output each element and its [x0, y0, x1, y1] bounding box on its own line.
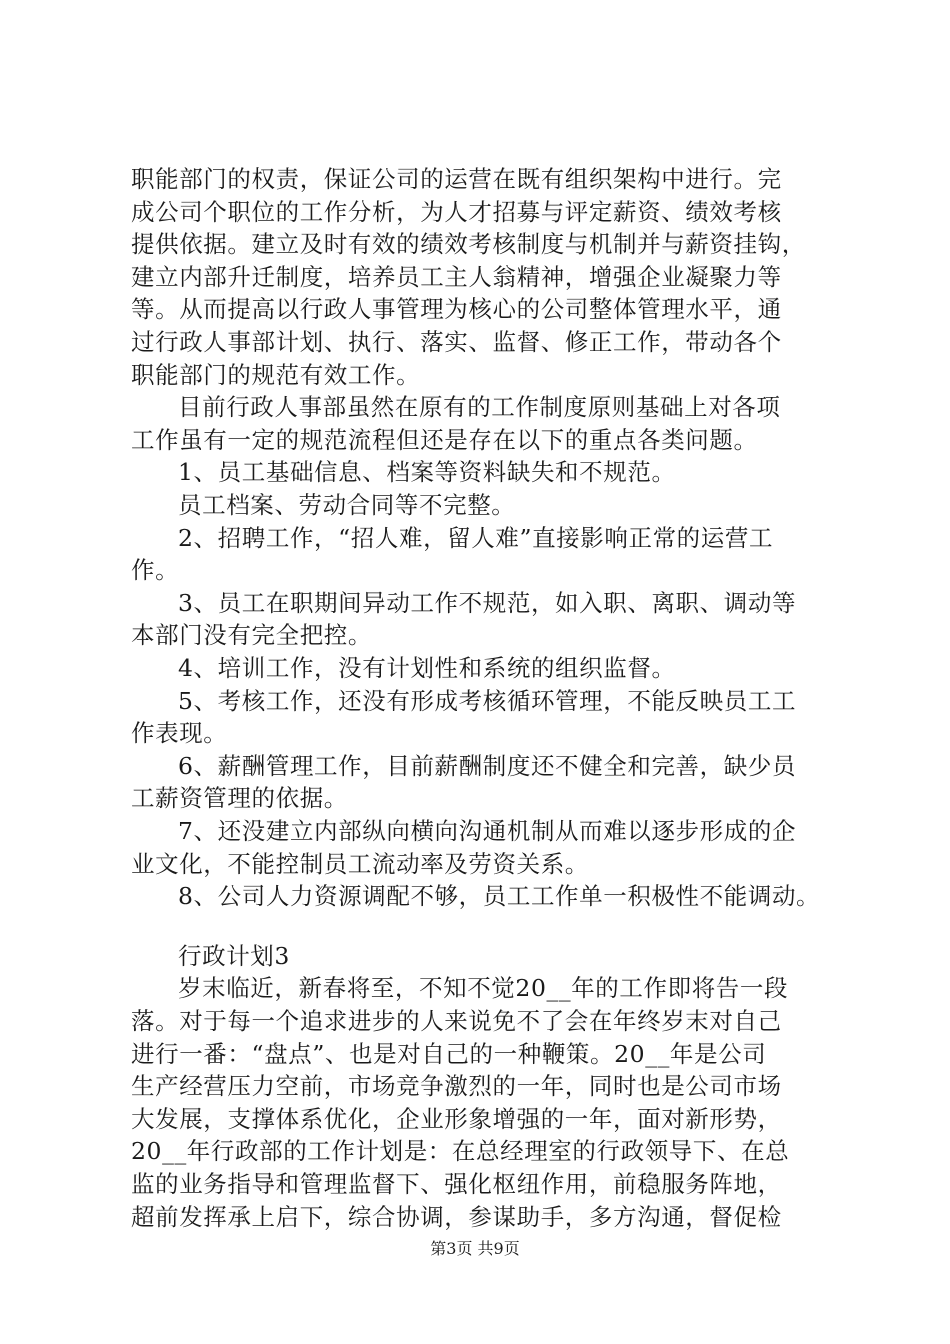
- text-line: 监的业务指导和管理监督下、强化枢纽作用，前稳服务阵地，: [131, 1170, 782, 1198]
- text-line: 作。: [131, 556, 180, 585]
- section-heading: 行政计划3: [178, 941, 290, 970]
- text-line: 成公司个职位的工作分析，为人才招募与评定薪资、绩效考核: [131, 197, 782, 226]
- text-line: 建立内部升迁制度，培养员工主人翁精神，增强企业凝聚力等: [131, 262, 782, 291]
- text-line: 工薪资管理的依据。: [131, 784, 348, 813]
- text-line: 8、公司人力资源调配不够，员工工作单一积极性不能调动。: [178, 882, 821, 911]
- text-line: 作表现。: [131, 719, 228, 748]
- text-line: 4、培训工作，没有计划性和系统的组织监督。: [178, 654, 676, 682]
- text-line: 6、薪酬管理工作，目前薪酬制度还不健全和完善，缺少员: [178, 751, 797, 780]
- text-line: 落。对于每一个追求进步的人来说免不了会在年终岁末对自己: [131, 1007, 782, 1035]
- text-line: 1、员工基础信息、档案等资料缺失和不规范。: [178, 458, 676, 487]
- text-line: 过行政人事部计划、执行、落实、监督、修正工作，带动各个: [131, 328, 782, 356]
- text-line: 3、员工在职期间异动工作不规范，如入职、离职、调动等: [178, 588, 797, 617]
- text-line: 目前行政人事部虽然在原有的工作制度原则基础上对各项: [178, 393, 781, 422]
- text-line: 职能部门的权责，保证公司的运营在既有组织架构中进行。完: [131, 165, 782, 193]
- text-line: 工作虽有一定的规范流程但还是存在以下的重点各类问题。: [131, 425, 758, 454]
- text-line: 提供依据。建立及时有效的绩效考核制度与机制并与薪资挂钩，: [131, 230, 806, 259]
- text-line: 进行一番：“盘点”、也是对自己的一种鞭策。20__年是公司: [131, 1039, 767, 1068]
- page-number: 第3页 共9页: [430, 1239, 520, 1258]
- text-line: 职能部门的规范有效工作。: [131, 360, 421, 389]
- text-line: 5、考核工作，还没有形成考核循环管理，不能反映员工工: [178, 686, 797, 715]
- text-line: 20__年行政部的工作计划是：在总经理室的行政领导下、在总: [131, 1137, 790, 1166]
- text-line: 超前发挥承上启下，综合协调，参谋助手，多方沟通，督促检: [131, 1202, 782, 1231]
- text-line: 业文化，不能控制员工流动率及劳资关系。: [131, 849, 589, 878]
- text-line: 2、招聘工作，“招人难，留人难”直接影响正常的运营工: [178, 523, 774, 552]
- text-line: 等。从而提高以行政人事管理为核心的公司整体管理水平，通: [131, 295, 782, 324]
- text-line: 7、还没建立内部纵向横向沟通机制从而难以逐步形成的企: [178, 817, 797, 845]
- text-line: 大发展，支撑体系优化，企业形象增强的一年，面对新形势，: [131, 1104, 782, 1133]
- text-line: 员工档案、劳动合同等不完整。: [178, 491, 516, 519]
- text-line: 生产经营压力空前，市场竞争激烈的一年，同时也是公司市场: [131, 1072, 782, 1101]
- text-line: 本部门没有完全把控。: [131, 621, 372, 650]
- text-line: 岁末临近，新春将至，不知不觉20__年的工作即将告一段: [178, 974, 789, 1003]
